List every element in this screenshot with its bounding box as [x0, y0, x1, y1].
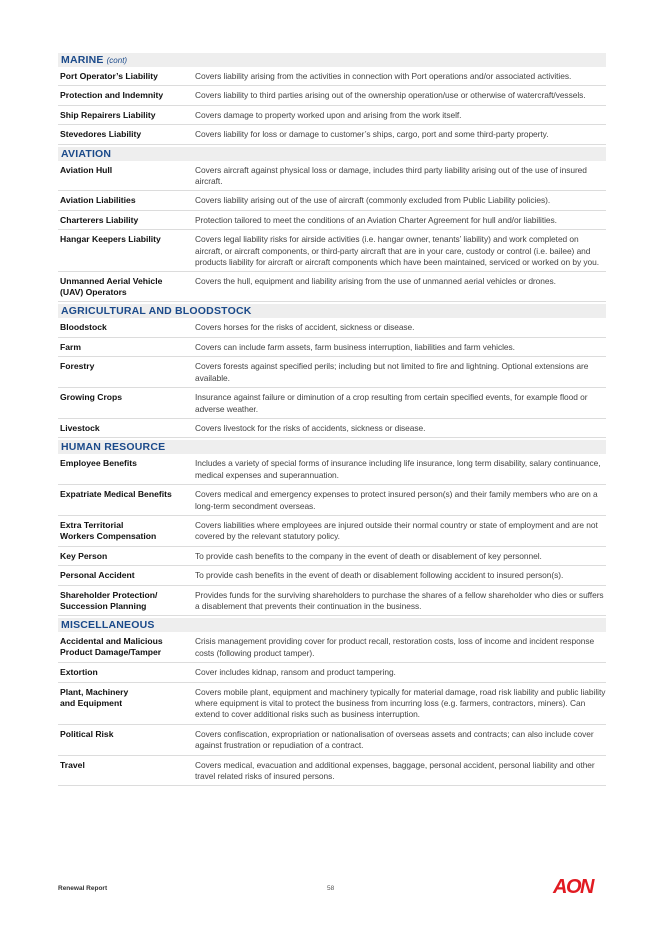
glossary-row — [58, 454, 606, 485]
glossary-row — [58, 318, 606, 337]
glossary-term: Bloodstock — [60, 322, 107, 333]
glossary-term: Port Operator’s Liability — [60, 71, 158, 81]
glossary-term: Travel — [60, 759, 85, 770]
glossary-description: Covers livestock for the risks of accidents, sickness or disease. — [195, 422, 426, 433]
section-title: AGRICULTURAL AND BLOODSTOCK — [61, 305, 252, 318]
glossary-term: Extra Territorial Workers Compensation — [60, 519, 157, 541]
glossary-term: Hangar Keepers Liability — [60, 234, 161, 245]
glossary-description: Covers mobile plant, equipment and machinery typically for material damage, road risk liability and public liability where equipment is vital to protect the business from incurring loss (e.g. farmers, contractors, miners). Can extend to cover additional risks such as business interruption. — [195, 686, 606, 720]
glossary-description: Covers liability arising from the activities in connection with Port operations and/or associated activities. — [195, 71, 572, 81]
glossary-term: Livestock — [60, 422, 100, 433]
glossary-row — [58, 566, 606, 585]
glossary-description: Insurance against failure or diminution of a crop resulting from certain specified events, for example flood or adverse weather. — [195, 392, 588, 414]
section-header — [58, 304, 606, 318]
section-header — [58, 147, 606, 161]
glossary-term: Farm — [60, 341, 82, 352]
glossary-row — [58, 338, 606, 357]
section-title: MARINE — [61, 54, 104, 66]
glossary-term: Growing Crops — [60, 392, 123, 403]
glossary-term: Expatriate Medical Benefits — [60, 489, 172, 500]
page-number: 58 — [327, 885, 335, 892]
glossary-term: Ship Repairers Liability — [60, 109, 156, 120]
glossary-description: Covers confiscation, expropriation or nationalisation of overseas assets and contracts; can also include cover against frustration or repudiation of a contract. — [195, 728, 594, 751]
glossary-term: Unmanned Aerial Vehicle (UAV) Operators — [60, 276, 163, 298]
glossary-row — [58, 67, 606, 86]
glossary-row — [58, 191, 606, 210]
glossary-row — [58, 419, 606, 438]
aon-logo: AON — [553, 876, 593, 898]
glossary-term: Political Risk — [60, 728, 114, 739]
glossary-description: Crisis management providing cover for product recall, restoration costs, loss of income and incident response costs (following product tamper). — [195, 636, 595, 658]
section-header — [58, 53, 606, 67]
glossary-description: Protection tailored to meet the conditions of an Aviation Charter Agreement for hull and/or liabilities. — [195, 214, 557, 225]
section-title: HUMAN RESOURCE — [61, 441, 166, 454]
glossary-description: Includes a variety of special forms of insurance including life insurance, long term disability, salary continuance, medical expenses and superannuation. — [195, 458, 601, 480]
glossary-row — [58, 586, 606, 617]
glossary-row — [58, 211, 606, 230]
section-continued-note: (cont) — [106, 56, 128, 65]
glossary-term: Personal Accident — [60, 570, 135, 581]
glossary-row — [58, 683, 606, 725]
section-header — [58, 440, 606, 454]
glossary-description: Covers liability arising out of the use of aircraft (commonly excluded from Public Liability policies). — [195, 195, 551, 206]
glossary-description: To provide cash benefits to the company in the event of death or disablement of key personnel. — [195, 550, 542, 561]
glossary-description: Covers medical and emergency expenses to protect insured person(s) and their family members who are on a long-term secondment overseas. — [195, 489, 598, 511]
glossary-description: Covers the hull, equipment and liability arising from the use of unmanned aerial vehicles or drones. — [195, 276, 556, 287]
glossary-description: Covers liabilities where employees are injured outside their normal country or state of employment and are not covered by the relevant statutory policy. — [195, 519, 598, 542]
glossary-term: Aviation Hull — [60, 164, 113, 175]
glossary-row — [58, 272, 606, 302]
glossary-row — [58, 357, 606, 388]
glossary-description: Covers medical, evacuation and additional expenses, baggage, personal accident, personal liability and other travel related risks of insured persons. — [195, 759, 595, 782]
glossary-description: Cover includes kidnap, ransom and product tampering. — [195, 667, 396, 678]
glossary-description: Covers liability for loss or damage to customer’s ships, cargo, port and some third-party property. — [195, 129, 549, 140]
glossary-description: Covers liability to third parties arising out of the ownership operation/use or otherwise of watercraft/vessels. — [195, 90, 586, 101]
glossary-table — [58, 51, 606, 786]
glossary-row — [58, 86, 606, 105]
glossary-term: Accidental and Malicious Product Damage/Tamper — [60, 636, 163, 658]
glossary-description: To provide cash benefits in the event of death or disablement following accident to insured person(s). — [195, 570, 564, 581]
glossary-term: Employee Benefits — [60, 458, 137, 469]
glossary-row — [58, 106, 606, 125]
glossary-term: Forestry — [60, 361, 95, 372]
glossary-term: Key Person — [60, 550, 108, 561]
glossary-row — [58, 632, 606, 663]
glossary-row — [58, 230, 606, 272]
glossary-term: Extortion — [60, 667, 98, 678]
glossary-description: Covers aircraft against physical loss or damage, includes third party liability arising out of the use of insured aircraft. — [195, 164, 587, 187]
glossary-term: Shareholder Protection/ Succession Planning — [60, 589, 158, 611]
glossary-description: Covers can include farm assets, farm business interruption, liabilities and farm vehicles. — [195, 341, 515, 352]
glossary-description: Covers forests against specified perils; including but not limited to fire and lightning. Optional extensions are available. — [195, 361, 589, 383]
glossary-term: Stevedores Liability — [60, 129, 142, 140]
glossary-description: Provides funds for the surviving shareholders to purchase the shares of a fellow shareholder who dies or suffers a disablement that prevents their continuation in the business. — [195, 589, 604, 611]
glossary-row — [58, 663, 606, 682]
glossary-row — [58, 547, 606, 566]
glossary-row — [58, 756, 606, 787]
section-header — [58, 618, 606, 632]
footer-report-name: Renewal Report — [58, 885, 108, 892]
glossary-row — [58, 516, 606, 547]
glossary-term: Aviation Liabilities — [60, 195, 136, 206]
glossary-row — [58, 161, 606, 192]
section-title: MISCELLANEOUS — [61, 619, 155, 632]
glossary-term: Charterers Liability — [60, 214, 139, 225]
glossary-row — [58, 725, 606, 756]
glossary-row — [58, 125, 606, 144]
section-title: AVIATION — [61, 147, 112, 160]
glossary-description: Covers damage to property worked upon and arising from the work itself. — [195, 109, 462, 120]
glossary-term: Protection and Indemnity — [60, 90, 164, 101]
glossary-term: Plant, Machinery and Equipment — [60, 686, 129, 708]
glossary-row — [58, 388, 606, 419]
glossary-description: Covers legal liability risks for airside activities (i.e. hangar owner, tenants’ liability) and work completed on aircraft, or aircraft components, or third-party aircraft that are in your care, custody or control (i.e. bailee) and products liability for aircraft or aircraft components which have been maintained, serviced or worked on by you. — [195, 234, 600, 268]
glossary-row — [58, 485, 606, 516]
glossary-description: Covers horses for the risks of accident, sickness or disease. — [195, 322, 415, 333]
